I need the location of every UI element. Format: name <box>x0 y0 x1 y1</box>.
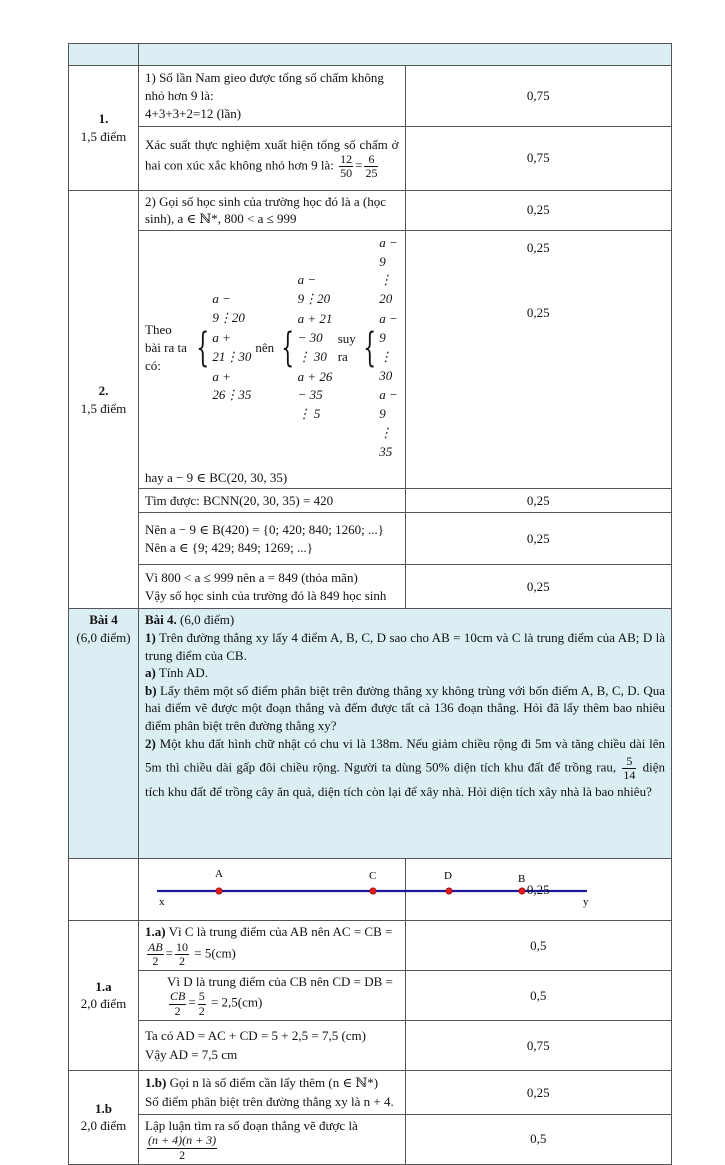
bai4-q1 <box>145 629 665 664</box>
header-row <box>69 44 672 66</box>
p1b-content-2 <box>139 1114 406 1164</box>
p2-r4-l1: Nên a − 9 ∈ B(420) = {0; 420; 840; 1260; ...} <box>145 521 384 537</box>
bai4-q2-frac <box>622 755 636 782</box>
p2-row-1 <box>69 190 672 230</box>
bai4-q1-label: 1) <box>145 629 156 645</box>
fig-y-label: y <box>583 896 589 909</box>
p1a-r1-frac1 <box>147 941 164 968</box>
p2-sys-2: { a − 9⋮20 a + 21 − 30 ⋮ 30 a + 26 − 35 ⋮ 5 <box>278 270 334 425</box>
p1-frac-2-den: 25 <box>365 166 378 181</box>
p1a-r1-text: Vì C là trung điểm của AB nên AC = CB = <box>168 923 393 939</box>
p2-sys2-l3: a + 26 − 35 ⋮ 5 <box>297 368 333 422</box>
p1b-row-2 <box>69 1114 672 1164</box>
p1a-r2-frac1 <box>169 990 186 1017</box>
p2-sys2-l1: a − 9⋮20 <box>297 272 331 307</box>
p2-sys3-l3: a − 9 ⋮ 35 <box>379 387 398 460</box>
header-cell-2 <box>139 44 672 66</box>
p2-score-4: 0,25 <box>405 513 672 565</box>
p1a-r3-l1: Ta có AD = AC + CD = 5 + 2,5 = 7,5 (cm) <box>145 1028 366 1044</box>
bai4-q2-frac-den: 14 <box>623 768 636 783</box>
p1a-r2-f2-num: 5 <box>198 989 205 1004</box>
p1a-content-1: 1.a) Vì C là trung điểm của AB nên AC = CB = $\frac{AB}{2}$ = $\frac{10}{2}$ = 5(cm) <box>139 920 406 970</box>
p1-row-1 <box>69 66 672 127</box>
fig-point-a <box>216 888 222 894</box>
bai4-label: Bài 4 <box>89 612 118 628</box>
p2-sys1-l2: a + 21⋮30 <box>212 329 252 364</box>
p1b-r2-text: Lập luận tìm ra số đoạn thẳng vẽ được là <box>145 1117 358 1133</box>
p1a-content-3 <box>139 1020 406 1070</box>
p2-r1: 2) Gọi số học sinh của trường học đó là a (học sinh), a ∈ ℕ*, 800 < a ≤ 999 <box>139 190 406 230</box>
p2-sys3-l1: a − 9 ⋮ 20 <box>379 234 398 307</box>
p2-score-2: 0,25 <box>526 239 550 255</box>
p2-word-suyra: suy ra <box>337 331 356 364</box>
p2-r3: Tìm được: BCNN(20, 30, 35) = 420 <box>139 489 406 513</box>
p1a-r1-f1-num: AB <box>148 939 163 954</box>
p1-frac-2-num: 6 <box>364 153 378 167</box>
p1b-row-1 <box>69 1070 672 1114</box>
p1a-r2-f1-num: CB <box>170 989 186 1004</box>
bai4-heading <box>145 611 665 629</box>
bai4-q1-text: Trên đường thẳng xy lấy 4 điểm A, B, C, D sao cho AB = 10cm và C là trung điểm của AB; D là trung điểm của CB. <box>145 629 666 663</box>
bai4-q2-text-b: diện tích khu đất để trồng cây ăn quả, diện tích còn lại để xây nhà. Hỏi diện tích xây nhà là bao nhiêu? <box>145 759 666 800</box>
p1a-r1-f2-den: 2 <box>179 953 186 968</box>
p1b-label-cell <box>69 1070 139 1164</box>
header-cell-1 <box>69 44 139 66</box>
p1a-label: 1.a <box>95 978 112 994</box>
p1-r2-text: Xác suất thực nghiệm xuất hiện tổng số chấm ở hai con xúc xắc không nhỏ hơn 9 là: <box>145 136 399 173</box>
p1a-r2-f2-den: 2 <box>198 1003 205 1018</box>
p1-frac-1-den: 50 <box>340 166 353 181</box>
p2-score-3: 0,25 <box>405 489 672 513</box>
p2-r4-l2: Nên a ∈ {9; 429; 849; 1269; ...} <box>145 540 313 556</box>
bai4-points: (6,0 điểm) <box>76 629 131 645</box>
bai4-q2-text-a: Một khu đất hình chữ nhật có chu vi là 138m. Nếu giảm chiều rộng đi 5m và tăng chiều dài lên 5m thì chiều dài gấp đôi chiều rộng. Người ta dùng 50% diện tích khu đất để trồng rau, <box>145 736 666 775</box>
p1a-r2-frac2 <box>198 990 206 1017</box>
p1-content-1 <box>139 66 406 127</box>
p1a-points: 2,0 điểm <box>80 996 127 1012</box>
p1a-row-1 <box>69 920 672 970</box>
p1b-r1-pre: 1.b) <box>145 1075 167 1091</box>
answer-table <box>68 43 672 1165</box>
p1-frac-1 <box>339 153 353 180</box>
p2-sys-3: { a − 9 ⋮ 20 a − 9 ⋮ 30 a − 9 ⋮ 35 <box>360 233 399 463</box>
bai4-title: Bài 4. <box>145 612 177 628</box>
fig-x-label: x <box>159 896 165 909</box>
p1b-r2-frac <box>147 1134 217 1161</box>
p2-content-4 <box>139 513 406 565</box>
bai4-qa-text: Tính AD. <box>158 665 208 681</box>
p1a-r2-f1-den: 2 <box>174 1003 181 1018</box>
p2-score-1: 0,25 <box>405 190 672 230</box>
p1-frac-1-num: 12 <box>340 152 353 167</box>
p1a-score-2: 0,5 <box>405 970 672 1020</box>
p1a-score-1: 0,5 <box>405 920 672 970</box>
bai4-qb-text: Lấy thêm một số điểm phân biệt trên đường thẳng xy không trùng với bốn điểm A, B, C, D. Qua hai điểm vẽ được một đoạn thẳng và đếm được tất cả 136 đoạn thẳng. Hỏi đã lấy thêm bao nhiêu điểm phân biệt trên đường thẳng xy? <box>145 682 665 733</box>
bai4-qb <box>145 682 665 735</box>
bai4-q2-frac-num: 5 <box>622 755 636 769</box>
p2-word-nen: nên <box>255 340 275 356</box>
p2-score-2b: 0,25 <box>526 305 550 321</box>
p2-sys1-l1: a − 9⋮20 <box>212 291 245 326</box>
p2-row-3 <box>69 489 672 513</box>
p2-systems <box>145 233 399 463</box>
bai4-row <box>69 609 672 859</box>
fig-label-b: B <box>518 873 526 886</box>
p2-sys3-l2: a − 9 ⋮ 30 <box>379 311 398 383</box>
p1-label: 1. <box>98 111 109 127</box>
p2-bc: hay a − 9 ∈ BC(20, 30, 35) <box>145 469 288 485</box>
p1a-r1-pre: 1.a) <box>145 923 166 939</box>
p2-sys-1: { a − 9⋮20 a + 21⋮30 a + 26⋮35 <box>193 289 251 406</box>
p1-score-1: 0,75 <box>405 66 672 127</box>
p2-row-2 <box>69 230 672 489</box>
p1b-points: 2,0 điểm <box>80 1118 127 1134</box>
p2-lead: Theo bài ra ta có: <box>145 322 187 373</box>
p2-row-4 <box>69 513 672 565</box>
p1-r1-expr: 4+3+3+2=12 (lần) <box>145 106 242 122</box>
p1b-r1-l2: Số điểm phân biệt trên đường thẳng xy là n + 4. <box>145 1093 394 1109</box>
p2-score-2-cell <box>405 230 672 489</box>
p1a-row-3 <box>69 1020 672 1070</box>
fig-point-b <box>519 888 525 894</box>
p1a-r1-f1-den: 2 <box>152 953 159 968</box>
bai4-q2-label: 2) <box>145 736 156 752</box>
p1-row-2 <box>69 126 672 190</box>
p1b-score-1: 0,25 <box>405 1070 672 1114</box>
bai4-qa-label: a) <box>145 665 156 681</box>
p1a-r1-tail: = 5(cm) <box>194 945 236 961</box>
p1a-label-cell <box>69 920 139 1070</box>
p2-row-5 <box>69 565 672 609</box>
bai4-qb-label: b) <box>145 682 157 698</box>
fig-point-d <box>446 888 452 894</box>
fig-point-c <box>370 888 376 894</box>
p1b-r1-l1: Gọi n là số điểm cần lấy thêm (n ∈ ℕ*) <box>169 1075 379 1091</box>
bai4-qa <box>145 664 665 682</box>
p2-label-cell <box>69 190 139 609</box>
p1a-r1-f2-num: 10 <box>176 939 189 954</box>
bai4-content <box>139 609 672 859</box>
p2-label: 2. <box>98 382 109 398</box>
p1-score-2: 0,75 <box>405 126 672 190</box>
p1b-score-2: 0,5 <box>405 1114 672 1164</box>
p1b-label: 1.b <box>95 1100 112 1116</box>
bai4-title-pts: (6,0 điểm) <box>180 612 235 628</box>
p2-content-2 <box>139 230 406 489</box>
p1a-score-3: 0,75 <box>405 1020 672 1070</box>
figure-label-cell <box>69 859 139 921</box>
p1b-r2-den: 2 <box>179 1147 186 1162</box>
p2-sys1-l3: a + 26⋮35 <box>212 368 252 403</box>
p2-content-5 <box>139 565 406 609</box>
p1a-row-2 <box>69 970 672 1020</box>
p1a-r2-tail: = 2,5(cm) <box>210 995 263 1011</box>
fig-label-c: C <box>369 870 377 883</box>
p2-r5-l1: Vì 800 < a ≤ 999 nên a = 849 (thỏa mãn) <box>145 569 358 585</box>
fig-label-a: A <box>215 868 223 881</box>
p2-score-5: 0,25 <box>405 565 672 609</box>
bai4-q2 <box>145 734 665 803</box>
p1b-r1-line1 <box>145 1074 399 1092</box>
p1b-r2-num: (n + 4)(n + 3) <box>148 1133 217 1148</box>
bai4-label-cell <box>69 609 139 859</box>
p1-label-cell <box>69 66 139 191</box>
p1b-content-1 <box>139 1070 406 1114</box>
figure-row <box>69 859 672 921</box>
p1-frac-2 <box>364 153 378 180</box>
fig-label-d: D <box>444 870 452 883</box>
p1-content-2: Xác suất thực nghiệm xuất hiện tổng số chấm ở hai con xúc xắc không nhỏ hơn 9 là: $\frac{12}{50}$ = $\frac{6}{25}$ <box>139 126 406 190</box>
p1a-r3-l2: Vậy AD = 7,5 cm <box>145 1046 238 1062</box>
p1a-r2-text: Vì D là trung điểm của CB nên CD = DB = <box>167 973 393 989</box>
p1-points: 1,5 điểm <box>80 128 127 144</box>
figure-score: 0,25 <box>405 859 672 921</box>
p1-r1-title: 1) Số lần Nam gieo được tổng số chấm không nhỏ hơn 9 là: <box>145 70 384 103</box>
p1a-content-2: Vì D là trung điểm của CB nên CD = DB = $\frac{CB}{2}$ = $\frac{5}{2}$ = 2,5(cm) <box>139 970 406 1020</box>
p2-sys2-l2: a + 21 − 30 ⋮ 30 <box>297 311 333 364</box>
p2-points: 1,5 điểm <box>80 400 127 416</box>
p1a-r1-frac2 <box>175 941 189 968</box>
p2-r5-l2: Vậy số học sinh của trường đó là 849 học sinh <box>145 588 387 604</box>
